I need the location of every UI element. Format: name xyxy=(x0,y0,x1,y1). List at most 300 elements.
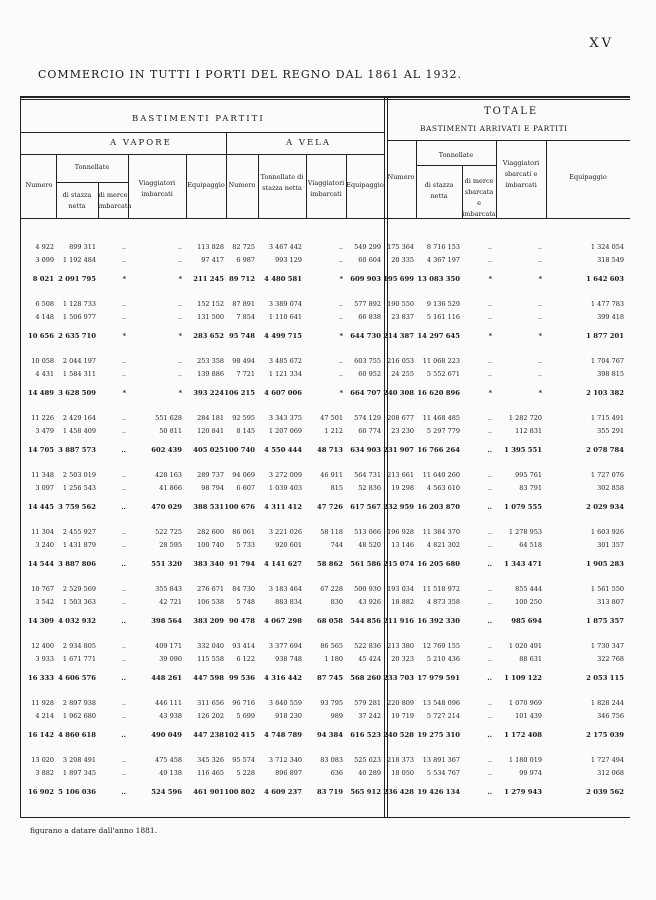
table-cell: 4 821 302 xyxy=(426,541,460,549)
table-cell: 1 561 550 xyxy=(590,585,624,593)
table-cell: 2 897 938 xyxy=(62,699,96,707)
table-cell: 1 256 543 xyxy=(62,484,96,492)
table-cell: 218 373 xyxy=(387,756,414,764)
table-cell: 1 324 054 xyxy=(590,243,624,251)
table-cell: .. xyxy=(487,243,492,251)
table-cell: 13 146 xyxy=(391,541,414,549)
table-cell: .. xyxy=(487,541,492,549)
header-vela: A VELA xyxy=(286,138,331,148)
table-cell: 68 058 xyxy=(316,617,343,625)
table-cell: 448 261 xyxy=(151,674,182,682)
table-cell: 13 548 096 xyxy=(422,699,460,707)
table-cell: 4 311 412 xyxy=(264,503,302,511)
table-cell: 3 840 559 xyxy=(268,699,302,707)
table-cell: 3 628 509 xyxy=(58,389,96,397)
table-cell: 28 595 xyxy=(159,541,182,549)
table-cell: .. xyxy=(121,699,126,707)
table-cell: 855 444 xyxy=(515,585,542,593)
table-cell: 2 044 197 xyxy=(62,357,96,365)
table-cell: 985 694 xyxy=(511,617,542,625)
table-cell: 52 836 xyxy=(358,484,381,492)
table-cell: .. xyxy=(177,243,182,251)
table-cell: .. xyxy=(537,300,542,308)
table-cell: 8 716 153 xyxy=(426,243,460,251)
table-cell: 5 748 xyxy=(236,598,255,606)
table-cell: 1 070 969 xyxy=(508,699,542,707)
table-cell: 1 962 680 xyxy=(62,712,96,720)
table-cell: 67 228 xyxy=(320,585,343,593)
table-cell: 5 297 779 xyxy=(426,427,460,435)
table-cell: 4 606 576 xyxy=(58,674,96,682)
table-cell: 101 439 xyxy=(515,712,542,720)
table-cell: 10 058 xyxy=(31,357,54,365)
table-cell: 13 891 367 xyxy=(422,756,460,764)
table-cell: 116 465 xyxy=(197,769,224,777)
table-cell: 1 727 076 xyxy=(590,471,624,479)
table-cell: .. xyxy=(121,788,126,796)
table-cell: 93 795 xyxy=(320,699,343,707)
table-cell: 6 122 xyxy=(236,655,255,663)
table-cell: 45 424 xyxy=(358,655,381,663)
table-cell: .. xyxy=(121,370,126,378)
table-cell: 196 928 xyxy=(387,528,414,536)
table-cell: .. xyxy=(487,446,492,454)
table-cell: .. xyxy=(537,256,542,264)
table-cell: 4 563 610 xyxy=(426,484,460,492)
table-cell: 18 050 xyxy=(391,769,414,777)
table-cell: 522 725 xyxy=(155,528,182,536)
table-cell: 82 725 xyxy=(232,243,255,251)
table-cell: 602 439 xyxy=(151,446,182,454)
table-cell: 49 138 xyxy=(159,769,182,777)
table-cell: 40 289 xyxy=(358,769,381,777)
table-cell: 89 712 xyxy=(228,275,255,283)
table-cell: 213 380 xyxy=(387,642,414,650)
table-cell: 4 067 298 xyxy=(264,617,302,625)
page-number: XV xyxy=(589,36,614,51)
table-cell: 253 358 xyxy=(197,357,224,365)
table-cell: 3 240 xyxy=(35,541,54,549)
table-cell: 7 854 xyxy=(236,313,255,321)
table-cell: 93 414 xyxy=(232,642,255,650)
table-cell: 60 604 xyxy=(358,256,381,264)
table-cell: 58 118 xyxy=(320,528,343,536)
table-cell: 12 400 xyxy=(31,642,54,650)
table-cell: * xyxy=(339,275,343,283)
table-cell: .. xyxy=(487,528,492,536)
table-cell: 50 811 xyxy=(159,427,182,435)
header-merce-sb: di merce sbarcata e imbarcata xyxy=(462,177,496,218)
table-cell: 355 291 xyxy=(597,427,624,435)
table-cell: 302 858 xyxy=(597,484,624,492)
table-cell: .. xyxy=(177,313,182,321)
table-cell: 83 719 xyxy=(316,788,343,796)
table-cell: .. xyxy=(338,300,343,308)
table-cell: 1 877 201 xyxy=(586,332,624,340)
table-cell: 1 212 xyxy=(324,427,343,435)
table-cell: 131 500 xyxy=(197,313,224,321)
table-cell: 409 171 xyxy=(155,642,182,650)
table-cell: .. xyxy=(487,370,492,378)
table-cell: 100 740 xyxy=(224,446,255,454)
table-cell: 47 501 xyxy=(320,414,343,422)
table-cell: 636 xyxy=(330,769,343,777)
table-cell: 332 040 xyxy=(197,642,224,650)
table-cell: 284 181 xyxy=(197,414,224,422)
table-cell: 100 676 xyxy=(224,503,255,511)
table-cell: 1 503 363 xyxy=(62,598,96,606)
table-cell: * xyxy=(538,389,542,397)
table-cell: 579 281 xyxy=(354,699,381,707)
table-cell: 240 528 xyxy=(383,731,414,739)
table-cell: 5 106 036 xyxy=(58,788,96,796)
table-cell: .. xyxy=(487,503,492,511)
table-cell: 90 478 xyxy=(228,617,255,625)
table-cell: .. xyxy=(121,756,126,764)
table-cell: 4 550 444 xyxy=(264,446,302,454)
table-cell: 564 731 xyxy=(354,471,381,479)
table-cell: 3 485 672 xyxy=(268,357,302,365)
table-cell: 102 415 xyxy=(224,731,255,739)
table-cell: 289 737 xyxy=(197,471,224,479)
table-cell: 4 873 358 xyxy=(426,598,460,606)
table-cell: * xyxy=(339,332,343,340)
table-cell: 815 xyxy=(330,484,343,492)
table-cell: * xyxy=(488,389,492,397)
table-cell: 11 304 xyxy=(31,528,54,536)
table-cell: 5 210 436 xyxy=(426,655,460,663)
table-cell: .. xyxy=(487,560,492,568)
table-cell: 20 335 xyxy=(391,256,414,264)
table-cell: 13 083 350 xyxy=(417,275,460,283)
table-cell: 2 078 784 xyxy=(586,446,624,454)
table-cell: 14 297 645 xyxy=(417,332,460,340)
table-cell: 617 567 xyxy=(350,503,381,511)
footnote: figurano a datare dall'anno 1881. xyxy=(30,826,158,835)
header-stazza-vapore: di stazza netta xyxy=(62,191,92,210)
table-cell: 938 748 xyxy=(275,655,302,663)
table-cell: 995 761 xyxy=(515,471,542,479)
table-cell: 5 228 xyxy=(236,769,255,777)
table-cell: 1 431 879 xyxy=(62,541,96,549)
table-cell: * xyxy=(178,332,182,340)
table-cell: 5 699 xyxy=(236,712,255,720)
table-cell: 6 987 xyxy=(236,256,255,264)
table-cell: 14 544 xyxy=(27,560,54,568)
table-cell: 551 320 xyxy=(151,560,182,568)
table-cell: 91 794 xyxy=(228,560,255,568)
header-numero-totale: Numero xyxy=(387,173,415,181)
table-cell: .. xyxy=(537,313,542,321)
table-cell: 3 542 xyxy=(35,598,54,606)
table-cell: 1 584 311 xyxy=(62,370,96,378)
table-cell: * xyxy=(178,275,182,283)
table-cell: 19 719 xyxy=(391,712,414,720)
table-cell: 568 260 xyxy=(350,674,381,682)
table-cell: 276 671 xyxy=(197,585,224,593)
table-cell: 3 097 xyxy=(35,484,54,492)
table-cell: .. xyxy=(121,446,126,454)
table-cell: 1 730 347 xyxy=(590,642,624,650)
header-merce-imb: di merce imbarcata xyxy=(98,191,132,210)
table-cell: 12 769 155 xyxy=(422,642,460,650)
table-cell: 4 607 006 xyxy=(264,389,302,397)
table-cell: .. xyxy=(121,471,126,479)
header-numero-vela: Numero xyxy=(228,181,256,189)
table-cell: .. xyxy=(121,642,126,650)
table-cell: 2 103 382 xyxy=(586,389,624,397)
table-cell: 87 745 xyxy=(316,674,343,682)
table-cell: 490 049 xyxy=(151,731,182,739)
table-cell: 6 508 xyxy=(35,300,54,308)
table-cell: 3 882 xyxy=(35,769,54,777)
table-cell: 98 494 xyxy=(232,357,255,365)
table-cell: 1 180 xyxy=(324,655,343,663)
table-cell: 2 455 927 xyxy=(62,528,96,536)
table-cell: 20 323 xyxy=(391,655,414,663)
table-cell: 312 068 xyxy=(597,769,624,777)
table-cell: 4 214 xyxy=(35,712,54,720)
table-cell: .. xyxy=(487,617,492,625)
table-cell: 8 021 xyxy=(32,275,54,283)
table-cell: 99 974 xyxy=(519,769,542,777)
table-cell: 2 529 569 xyxy=(62,585,96,593)
table-cell: 2 053 115 xyxy=(586,674,624,682)
page-title: COMMERCIO IN TUTTI I PORTI DEL REGNO DAL 1861 AL 1932. xyxy=(38,68,463,81)
table-cell: 14 489 xyxy=(27,389,54,397)
table-cell: 13 020 xyxy=(31,756,54,764)
table-cell: .. xyxy=(487,300,492,308)
table-cell: .. xyxy=(537,243,542,251)
table-cell: .. xyxy=(121,313,126,321)
header-equip-vela: Equipaggio xyxy=(346,181,384,189)
table-cell: .. xyxy=(487,427,492,435)
table-cell: 1 121 334 xyxy=(268,370,302,378)
table-cell: 446 111 xyxy=(155,699,182,707)
table-cell: 634 903 xyxy=(350,446,381,454)
table-cell: 1 477 783 xyxy=(590,300,624,308)
table-cell: 214 387 xyxy=(383,332,414,340)
table-cell: 43 938 xyxy=(159,712,182,720)
table-cell: 1 395 551 xyxy=(504,446,542,454)
table-cell: 383 209 xyxy=(193,617,224,625)
table-cell: 1 715 491 xyxy=(590,414,624,422)
table-cell: 106 215 xyxy=(224,389,255,397)
table-cell: 830 xyxy=(330,598,343,606)
table-cell: .. xyxy=(338,243,343,251)
table-cell: .. xyxy=(121,617,126,625)
table-cell: 14 309 xyxy=(27,617,54,625)
table-cell: 215 074 xyxy=(383,560,414,568)
table-cell: .. xyxy=(121,427,126,435)
table-cell: 2 039 562 xyxy=(586,788,624,796)
table-cell: 398 815 xyxy=(597,370,624,378)
table-cell: 11 468 485 xyxy=(422,414,460,422)
table-cell: 3 887 573 xyxy=(58,446,96,454)
table-cell: 1 109 122 xyxy=(504,674,542,682)
table-cell: 4 032 932 xyxy=(58,617,96,625)
table-cell: 99 536 xyxy=(228,674,255,682)
table-cell: .. xyxy=(487,788,492,796)
table-cell: 16 902 xyxy=(27,788,54,796)
table-cell: 405 025 xyxy=(193,446,224,454)
table-cell: 16 620 896 xyxy=(417,389,460,397)
table-cell: .. xyxy=(121,712,126,720)
table-cell: 2 091 795 xyxy=(58,275,96,283)
table-cell: 16 333 xyxy=(27,674,54,682)
table-cell: 311 656 xyxy=(197,699,224,707)
table-cell: .. xyxy=(487,674,492,682)
table-cell: 301 357 xyxy=(597,541,624,549)
table-cell: 211 245 xyxy=(193,275,224,283)
header-stazza-totale: di stazza netta xyxy=(424,181,454,200)
header-partiti: BASTIMENTI PARTITI xyxy=(132,114,265,124)
table-cell: 11 348 xyxy=(31,471,54,479)
table-cell: 64 518 xyxy=(519,541,542,549)
table-cell: 2 635 710 xyxy=(58,332,96,340)
table-cell: 5 733 xyxy=(236,541,255,549)
table-cell: 470 029 xyxy=(151,503,182,511)
table-cell: 83 791 xyxy=(519,484,542,492)
table-cell: 94 069 xyxy=(232,471,255,479)
table-cell: 355 843 xyxy=(155,585,182,593)
table-cell: .. xyxy=(121,560,126,568)
table-cell: 10 767 xyxy=(31,585,54,593)
table-cell: * xyxy=(122,389,126,397)
table-cell: * xyxy=(339,389,343,397)
table-cell: 616 523 xyxy=(350,731,381,739)
table-cell: 17 979 591 xyxy=(417,674,460,682)
table-cell: .. xyxy=(487,642,492,650)
table-cell: 113 828 xyxy=(197,243,224,251)
header-totale-sub: BASTIMENTI ARRIVATI E PARTITI xyxy=(420,124,568,133)
table-cell: 16 142 xyxy=(27,731,54,739)
table-cell: 549 299 xyxy=(354,243,381,251)
table-cell: 993 129 xyxy=(275,256,302,264)
table-cell: 16 766 264 xyxy=(417,446,460,454)
table-cell: 1 642 603 xyxy=(586,275,624,283)
table-cell: 3 887 806 xyxy=(58,560,96,568)
table-cell: 37 242 xyxy=(358,712,381,720)
table-cell: 48 520 xyxy=(358,541,381,549)
table-cell: 1 905 283 xyxy=(586,560,624,568)
table-cell: 236 428 xyxy=(383,788,414,796)
table-cell: 106 538 xyxy=(197,598,224,606)
table-cell: 2 934 805 xyxy=(62,642,96,650)
header-vapore: A VAPORE xyxy=(110,138,172,148)
header-viagg-vela: Viaggiatori imbarcati xyxy=(307,179,345,198)
table-cell: 16 392 330 xyxy=(417,617,460,625)
table-cell: 3 099 xyxy=(35,256,54,264)
table-cell: .. xyxy=(487,484,492,492)
header-numero-vapore: Numero xyxy=(25,181,53,189)
table-cell: .. xyxy=(121,585,126,593)
table-cell: 220 809 xyxy=(387,699,414,707)
table-cell: 4 922 xyxy=(35,243,54,251)
table-cell: 3 208 491 xyxy=(62,756,96,764)
table-cell: 213 661 xyxy=(387,471,414,479)
table-cell: * xyxy=(122,332,126,340)
table-cell: 544 856 xyxy=(350,617,381,625)
table-cell: 23 230 xyxy=(391,427,414,435)
table-cell: 5 727 214 xyxy=(426,712,460,720)
table-cell: .. xyxy=(487,471,492,479)
table-cell: .. xyxy=(487,598,492,606)
table-cell: 282 600 xyxy=(197,528,224,536)
table-cell: .. xyxy=(487,769,492,777)
table-cell: 899 311 xyxy=(69,243,96,251)
header-equip-vapore: Equipaggio xyxy=(187,181,225,189)
table-cell: 4 748 789 xyxy=(264,731,302,739)
table-cell: 664 707 xyxy=(350,389,381,397)
table-cell: 388 531 xyxy=(193,503,224,511)
table-cell: 98 794 xyxy=(201,484,224,492)
table-cell: 14 445 xyxy=(27,503,54,511)
table-cell: 16 203 870 xyxy=(417,503,460,511)
table-cell: 195 699 xyxy=(383,275,414,283)
table-cell: 66 838 xyxy=(358,313,381,321)
table-cell: 447 598 xyxy=(193,674,224,682)
table-cell: 39 090 xyxy=(159,655,182,663)
table-cell: .. xyxy=(121,598,126,606)
table-cell: .. xyxy=(338,313,343,321)
table-cell: 240 308 xyxy=(383,389,414,397)
table-cell: 1 727 494 xyxy=(590,756,624,764)
table-cell: 47 726 xyxy=(316,503,343,511)
table-cell: 346 756 xyxy=(597,712,624,720)
table-cell: .. xyxy=(487,655,492,663)
table-cell: 100 740 xyxy=(197,541,224,549)
table-cell: .. xyxy=(121,243,126,251)
table-cell: .. xyxy=(177,256,182,264)
table-cell: 14 705 xyxy=(27,446,54,454)
table-cell: 5 552 671 xyxy=(426,370,460,378)
table-cell: 4 860 618 xyxy=(58,731,96,739)
table-cell: 94 384 xyxy=(316,731,343,739)
table-cell: .. xyxy=(121,674,126,682)
table-cell: 24 255 xyxy=(391,370,414,378)
table-cell: 1 875 357 xyxy=(586,617,624,625)
table-cell: 43 926 xyxy=(358,598,381,606)
table-cell: 208 677 xyxy=(387,414,414,422)
table-cell: 112 831 xyxy=(515,427,542,435)
table-cell: 10 656 xyxy=(27,332,54,340)
table-cell: 577 892 xyxy=(354,300,381,308)
table-cell: 883 834 xyxy=(275,598,302,606)
table-cell: 16 205 680 xyxy=(417,560,460,568)
table-cell: 345 326 xyxy=(197,756,224,764)
table-cell: 524 596 xyxy=(151,788,182,796)
table-cell: 86 565 xyxy=(320,642,343,650)
table-cell: 3 272 009 xyxy=(268,471,302,479)
table-cell: 1 180 019 xyxy=(508,756,542,764)
table-cell: 918 230 xyxy=(275,712,302,720)
table-cell: .. xyxy=(121,528,126,536)
table-cell: 399 418 xyxy=(597,313,624,321)
table-cell: 100 250 xyxy=(515,598,542,606)
table-cell: 11 384 370 xyxy=(422,528,460,536)
table-cell: 447 238 xyxy=(193,731,224,739)
table-cell: 513 066 xyxy=(354,528,381,536)
header-viagg-tot: Viaggiatori sbarcati e imbarcati xyxy=(502,159,540,189)
table-cell: 3 377 694 xyxy=(268,642,302,650)
table-cell: 461 901 xyxy=(193,788,224,796)
table-cell: * xyxy=(122,275,126,283)
table-cell: 211 916 xyxy=(383,617,414,625)
table-cell: .. xyxy=(121,357,126,365)
table-cell: 6 607 xyxy=(236,484,255,492)
table-cell: 2 029 934 xyxy=(586,503,624,511)
